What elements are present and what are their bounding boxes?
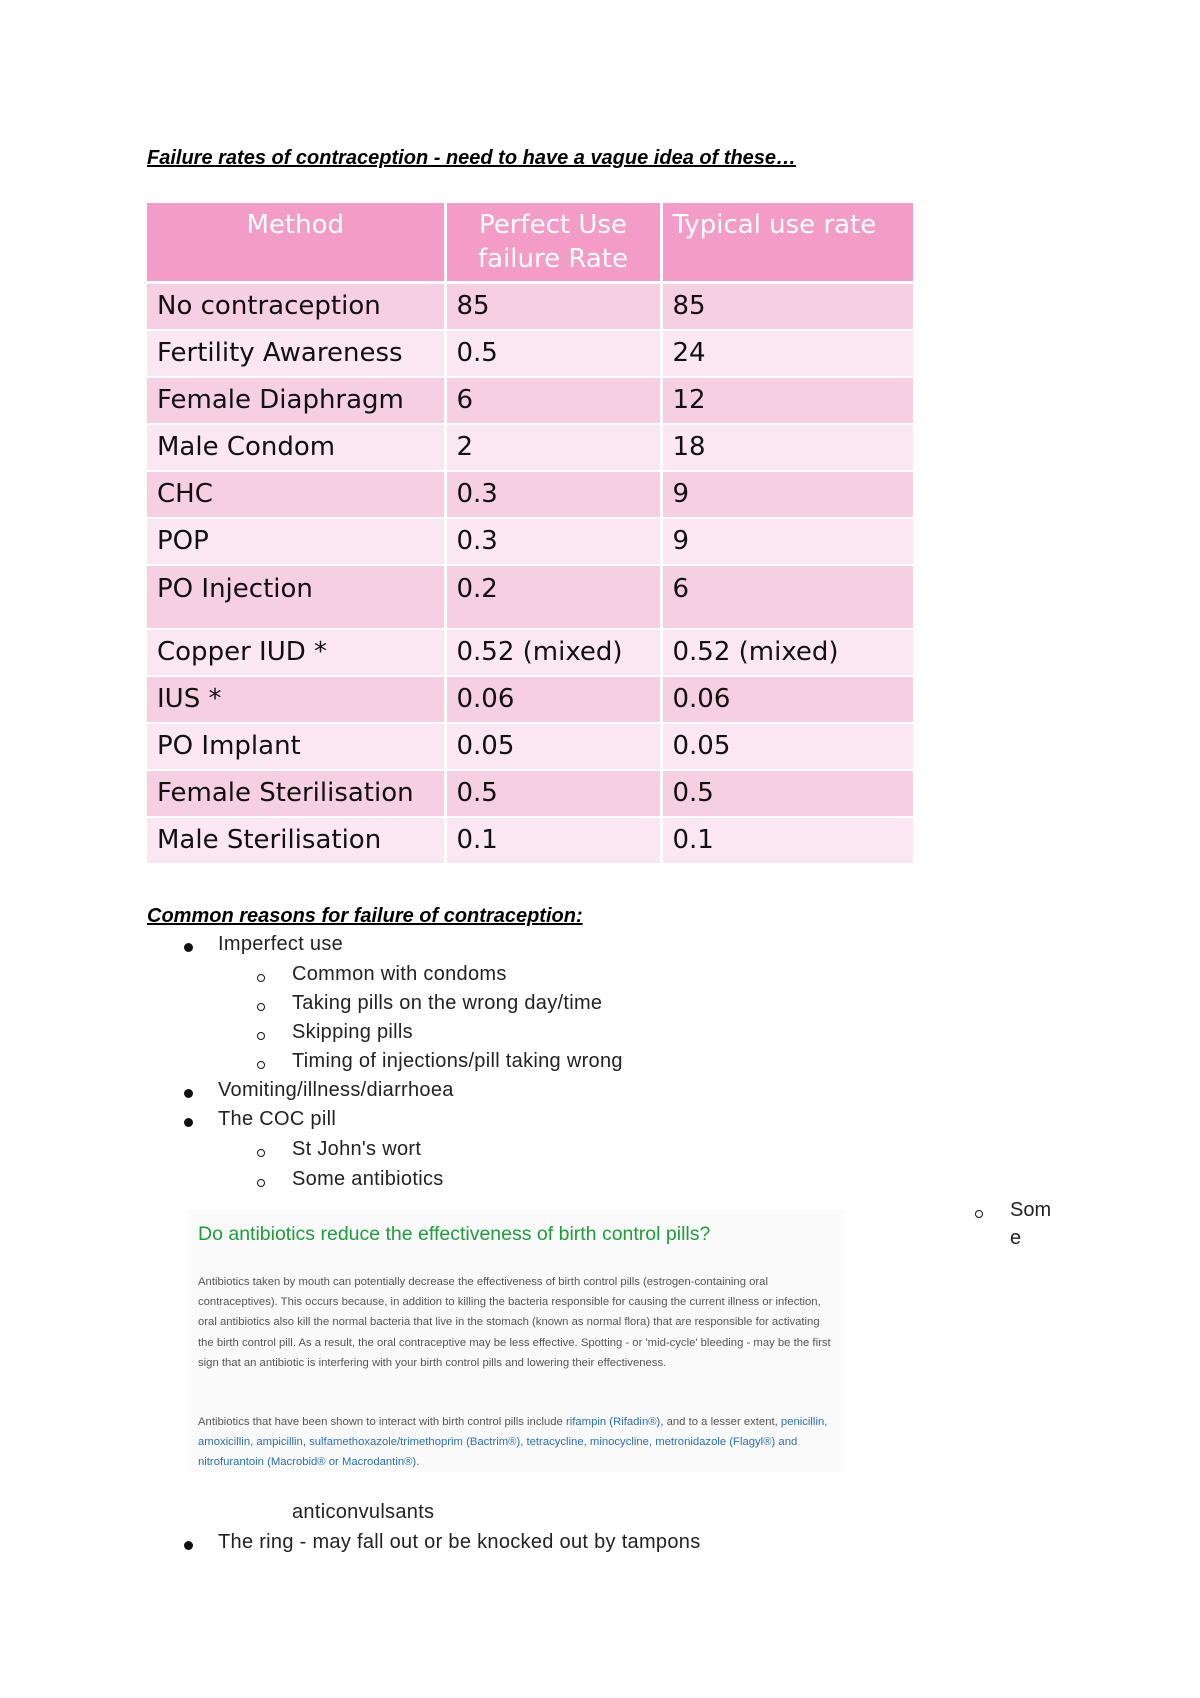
typical-use-cell: 9 [661,518,914,565]
drug-list-link[interactable]: penicillin, amoxicillin, ampicillin, sulfamethoxazole/trimethoprim (Bactrim®), tetracycline, minocycline, metronidazole (Flagyl®) and nitrofurantoin (Macrobid® or Macrodantin®) [198,1416,828,1469]
antibiotics-screenshot [188,1210,844,1472]
paragraph-2-intro: Antibiotics that have been shown to interact with birth control pills include [198,1416,566,1428]
typical-use-cell: 0.05 [661,723,914,770]
method-cell: Fertility Awareness [147,330,445,377]
method-cell: PO Injection [147,565,445,629]
typical-use-cell: 6 [661,565,914,629]
perfect-use-cell: 0.5 [445,330,661,377]
stray-text: e [1010,1227,1022,1249]
method-cell: IUS * [147,676,445,723]
method-cell: Copper IUD * [147,629,445,676]
typical-use-cell: 9 [661,471,914,518]
list-item: Some antibiotics [292,1168,444,1190]
table-row [147,723,914,770]
bullet-icon [184,943,193,952]
paragraph-2-mid: , and to a lesser extent, [660,1416,781,1428]
bullet-icon [184,1541,193,1550]
list-item: anticonvulsants [292,1501,435,1523]
screenshot-paragraph-1: Antibiotics taken by mouth can potentially decrease the effectiveness of birth control pills (estrogen-containing oral contraceptives). This occurs because, in addition to killing the bacteria responsible for causing the current illness or infection, oral antibiotics also kill the normal bacteria that live in the stomach (known as normal flora) that are responsible for activating the birth control pill. As a result, the oral contraceptive may be less effective. Spotting - or 'mid-cycle' bleeding - may be the first sign that an antibiotic is interfering with your birth control pills and lowering their effectiveness. [198,1276,831,1369]
failure-rates-table [147,203,916,865]
table-row [147,629,914,676]
typical-use-cell: 0.06 [661,676,914,723]
table-header-row [147,203,914,283]
list-item: The ring - may fall out or be knocked out by tampons [218,1531,701,1553]
perfect-use-cell: 6 [445,377,661,424]
bullet-icon [184,1118,193,1127]
paragraph-2-end: . [416,1456,420,1469]
screenshot-paragraph-2 [198,1412,838,1473]
table-row [147,424,914,471]
perfect-use-cell: 0.06 [445,676,661,723]
circle-bullet-icon [257,1061,265,1069]
method-cell: No contraception [147,283,445,330]
list-item: Imperfect use [218,933,344,955]
bullet-icon [184,1089,193,1098]
circle-bullet-icon [975,1210,983,1218]
list-item: St John's wort [292,1138,422,1160]
method-cell: PO Implant [147,723,445,770]
typical-use-cell: 85 [661,283,914,330]
table-row [147,565,914,629]
perfect-use-cell: 85 [445,283,661,330]
table-row [147,471,914,518]
typical-use-cell: 0.52 (mixed) [661,629,914,676]
table-row [147,518,914,565]
list-item: Vomiting/illness/diarrhoea [218,1079,454,1101]
method-cell: POP [147,518,445,565]
method-cell: CHC [147,471,445,518]
method-cell: Male Sterilisation [147,817,445,864]
table-row [147,676,914,723]
circle-bullet-icon [257,1149,265,1157]
perfect-use-cell: 0.2 [445,565,661,629]
typical-use-cell: 24 [661,330,914,377]
table-row [147,817,914,864]
circle-bullet-icon [257,1032,265,1040]
method-cell: Male Condom [147,424,445,471]
perfect-use-cell: 2 [445,424,661,471]
typical-use-cell: 0.1 [661,817,914,864]
drug-link[interactable]: rifampin (Rifadin®) [565,1416,661,1428]
method-cell: Female Diaphragm [147,377,445,424]
table-body [147,283,914,864]
table-row [147,770,914,817]
screenshot-question: Do antibiotics reduce the effectiveness of birth control pills? [198,1223,711,1245]
list-item: Taking pills on the wrong day/time [292,992,603,1014]
failure-rates-table-container [147,203,914,865]
list-item: Common with condoms [292,963,507,985]
list-item: Timing of injections/pill taking wrong [292,1050,623,1072]
perfect-use-cell: 0.1 [445,817,661,864]
perfect-use-cell: 0.52 (mixed) [445,629,661,676]
typical-use-cell: 0.5 [661,770,914,817]
typical-use-cell: 12 [661,377,914,424]
method-cell: Female Sterilisation [147,770,445,817]
reasons-heading: Common reasons for failure of contraception: [147,905,583,927]
table-row [147,377,914,424]
circle-bullet-icon [257,1003,265,1011]
table-row [147,330,914,377]
table-row [147,283,914,330]
list-item: Skipping pills [292,1021,413,1043]
perfect-use-cell: 0.3 [445,518,661,565]
stray-text: Som [1010,1199,1052,1221]
perfect-use-cell: 0.05 [445,723,661,770]
header-method: Method [147,203,445,283]
circle-bullet-icon [257,1179,265,1187]
header-typical-use: Typical use rate [661,203,914,283]
circle-bullet-icon [257,974,265,982]
typical-use-cell: 18 [661,424,914,471]
perfect-use-cell: 0.5 [445,770,661,817]
perfect-use-cell: 0.3 [445,471,661,518]
list-item: The COC pill [218,1108,337,1130]
page-heading: Failure rates of contraception - need to have a vague idea of these… [147,147,797,169]
header-perfect-use: Perfect Use failure Rate [445,203,661,283]
